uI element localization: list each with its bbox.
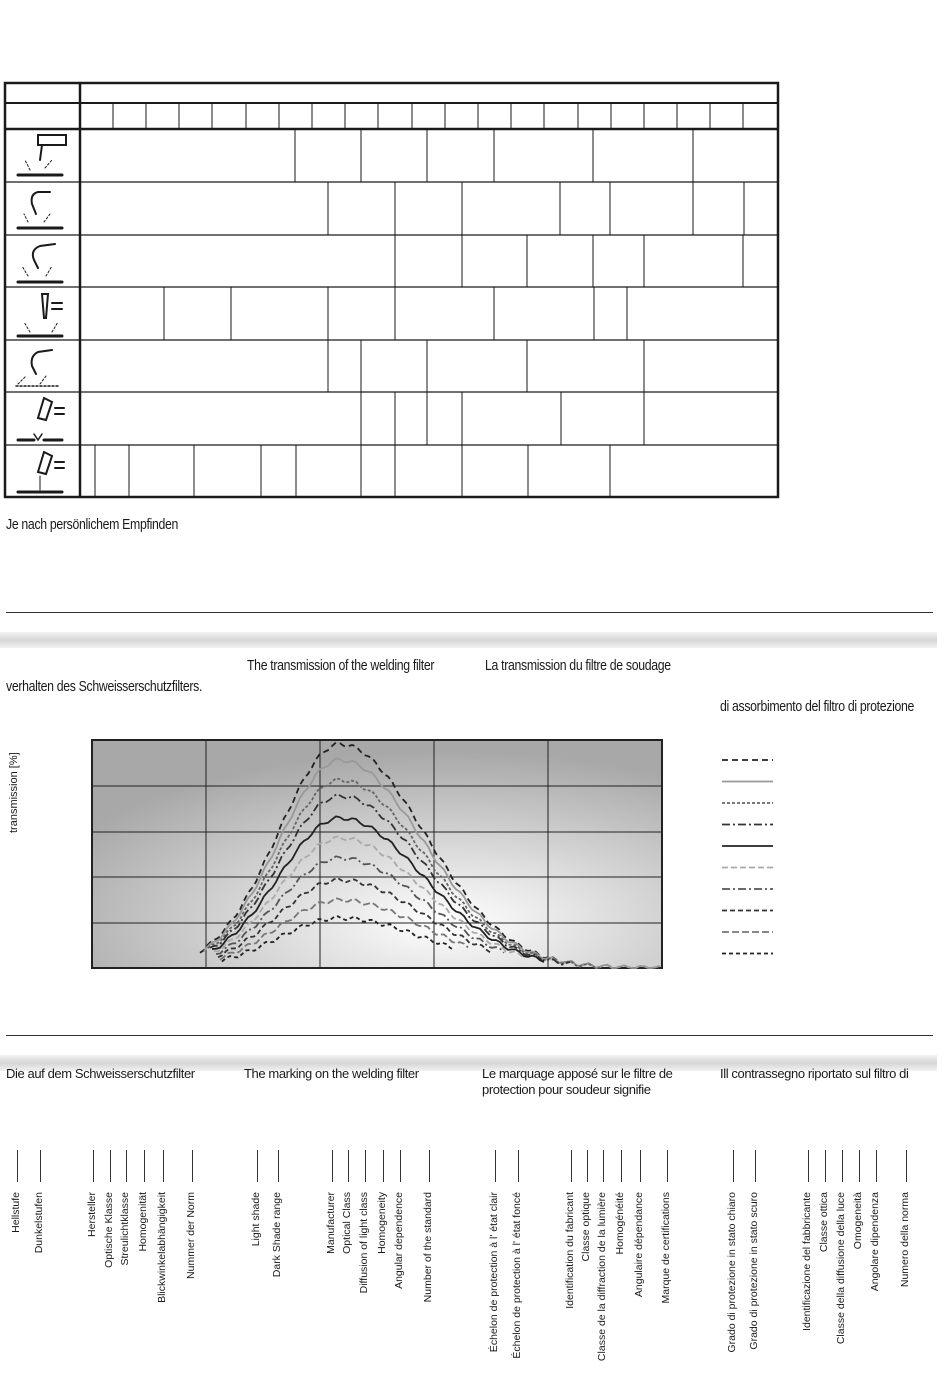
- marking-label-de-7: Blickwinkelabhängigkeit: [156, 1192, 168, 1303]
- welding-torch-icon-1: [18, 135, 66, 175]
- section-band-1: [0, 632, 937, 648]
- marking-label-en-8: Number of the standard: [422, 1192, 434, 1303]
- marking-label-fr-4: Classe optique: [580, 1192, 592, 1262]
- marking-tick: [429, 1150, 430, 1182]
- marking-title-fr-2: protection pour soudeur signifie: [482, 1082, 651, 1097]
- marking-label-it-4: Classe ottica: [818, 1192, 830, 1253]
- gouging-electrode-icon-7: [18, 452, 64, 492]
- marking-label-fr-2: Échelon de protection à l' état foncé: [511, 1192, 523, 1359]
- marking-label-it-2: Grado di protezione in stato scuro: [748, 1192, 760, 1350]
- divider-1: [6, 612, 933, 613]
- marking-tick: [192, 1150, 193, 1182]
- marking-tick: [842, 1150, 843, 1182]
- marking-label-it-8: Numero della norma: [899, 1192, 911, 1288]
- marking-tick: [278, 1150, 279, 1182]
- marking-label-en-4: Optical Class: [341, 1192, 353, 1254]
- marking-label-it-3: Identificazione del fabbricante: [801, 1192, 813, 1331]
- marking-tick: [906, 1150, 907, 1182]
- marking-label-it-5: Classe della diffusione della luce: [835, 1192, 847, 1345]
- marking-tick: [40, 1150, 41, 1182]
- marking-tick: [163, 1150, 164, 1182]
- marking-tick: [571, 1150, 572, 1182]
- marking-tick: [518, 1150, 519, 1182]
- marking-label-fr-1: Échelon de protection à l' état clair: [488, 1192, 500, 1353]
- marking-tick: [144, 1150, 145, 1182]
- marking-tick: [365, 1150, 366, 1182]
- marking-tick: [400, 1150, 401, 1182]
- marking-tick: [825, 1150, 826, 1182]
- transmission-title-fr: La transmission du filtre de soudage: [485, 657, 671, 674]
- marking-label-it-6: Omogeneità: [852, 1192, 864, 1250]
- welding-electrode-icon-4: [18, 294, 62, 336]
- marking-tick: [110, 1150, 111, 1182]
- marking-label-de-6: Homogenität: [137, 1192, 149, 1252]
- marking-label-it-7: Angolare dipendenza: [869, 1192, 881, 1292]
- transmission-title-it: di assorbimento del filtro di protezione: [720, 698, 915, 715]
- marking-title-de: Die auf dem Schweisserschutzfilter: [6, 1066, 195, 1081]
- marking-tick: [733, 1150, 734, 1182]
- marking-label-en-3: Manufacturer: [325, 1192, 337, 1254]
- transmission-chart: [0, 730, 950, 980]
- marking-tick: [495, 1150, 496, 1182]
- marking-label-en-1: Light shade: [250, 1192, 262, 1247]
- marking-tick: [332, 1150, 333, 1182]
- marking-tick: [667, 1150, 668, 1182]
- marking-tick: [755, 1150, 756, 1182]
- marking-tick: [17, 1150, 18, 1182]
- marking-title-en: The marking on the welding filter: [244, 1066, 419, 1081]
- marking-tick: [383, 1150, 384, 1182]
- shade-table: [0, 0, 800, 505]
- welding-torch-icon-2: [18, 192, 62, 228]
- marking-tick: [587, 1150, 588, 1182]
- marking-tick: [876, 1150, 877, 1182]
- marking-label-de-5: Streulichtklasse: [119, 1192, 131, 1266]
- marking-label-fr-8: Marque de certifications: [660, 1192, 672, 1304]
- transmission-title-de: verhalten des Schweisserschutzfilters.: [6, 678, 203, 695]
- marking-tick: [93, 1150, 94, 1182]
- marking-tick: [808, 1150, 809, 1182]
- marking-label-de-1: Hellstufe: [10, 1192, 22, 1233]
- marking-tick: [257, 1150, 258, 1182]
- marking-label-fr-3: Identification du fabricant: [564, 1192, 576, 1309]
- divider-2: [6, 1035, 933, 1036]
- marking-label-en-2: Dark Shade range: [271, 1192, 283, 1278]
- cutting-electrode-icon-6: [18, 398, 64, 440]
- personal-feeling-note: Je nach persönlichem Empfinden: [6, 516, 179, 533]
- marking-tick: [640, 1150, 641, 1182]
- marking-label-de-8: Nummer der Norm: [185, 1192, 197, 1279]
- marking-tick: [126, 1150, 127, 1182]
- marking-tick: [859, 1150, 860, 1182]
- marking-label-en-6: Homogeneity: [376, 1192, 388, 1254]
- marking-tick: [603, 1150, 604, 1182]
- marking-label-de-4: Optische Klasse: [103, 1192, 115, 1268]
- marking-title-fr: Le marquage apposé sur le filtre de: [482, 1066, 673, 1081]
- marking-label-fr-6: Homogénéité: [614, 1192, 626, 1255]
- marking-title-it: Ill contrassegno riportato sul filtro di: [720, 1066, 909, 1081]
- marking-tick: [348, 1150, 349, 1182]
- welding-torch-icon-5: [16, 350, 60, 386]
- marking-label-fr-7: Angulaire dépendance: [633, 1192, 645, 1298]
- marking-tick: [621, 1150, 622, 1182]
- marking-label-de-2: Dunkelstufen: [33, 1192, 45, 1254]
- transmission-title-en: The transmission of the welding filter: [247, 657, 435, 674]
- marking-label-en-7: Angular dependence: [393, 1192, 405, 1289]
- marking-label-fr-5: Classe de la diffraction de la lumière: [596, 1192, 608, 1362]
- y-axis-label: transmission [%]: [8, 752, 20, 833]
- marking-label-de-3: Hersteller: [86, 1192, 98, 1237]
- welding-torch-icon-3: [18, 244, 62, 282]
- marking-label-it-1: Grado di protezione in stato chiaro: [726, 1192, 738, 1353]
- marking-label-en-5: Diffusion of light class: [358, 1192, 370, 1294]
